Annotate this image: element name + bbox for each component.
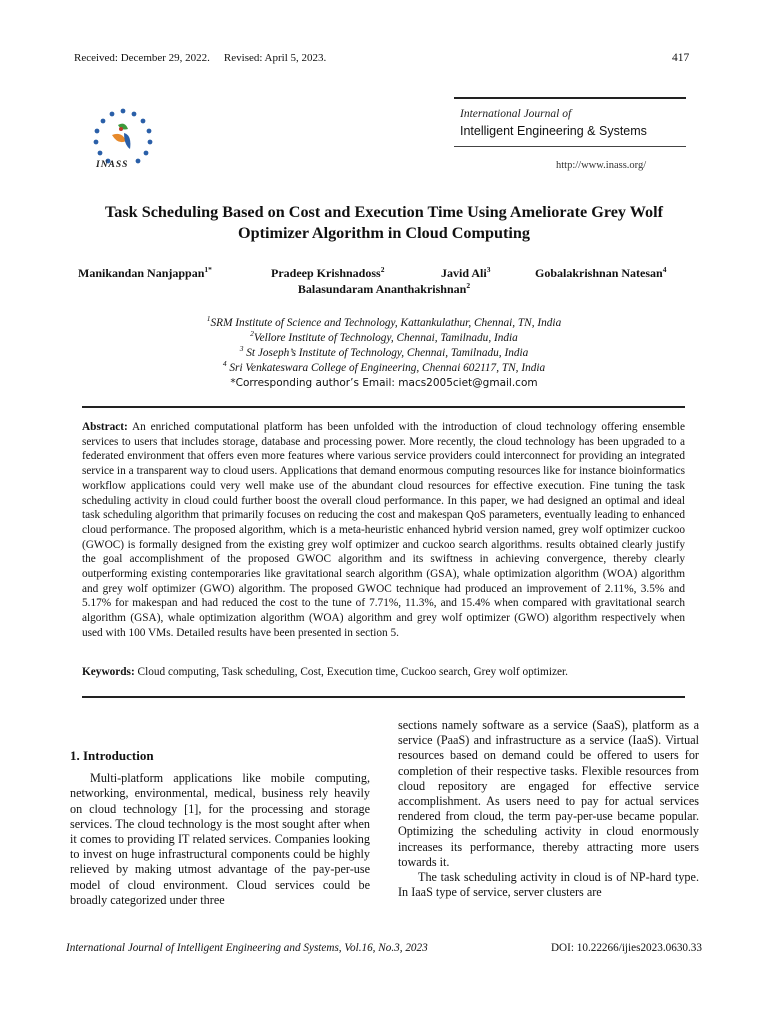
paragraph: sections namely software as a service (SaaS), platform as a service (PaaS) and infrastructure as a service (IaaS). Virtual resources based on demand could be offered to users for completion of their respective tasks. Flexible resources from cloud repository are engaged for effective service accomplishment. As users need to pay for actual services rendered from cloud, the term pay-per-use became popular. Optimizing the scheduling activity in cloud enormously increases its performance, thereby attracting more users towards it. [398, 718, 699, 869]
keywords [82, 666, 685, 678]
title-line-1: Task Scheduling Based on Cost and Execution Time Using Ameliorate Grey Wolf [104, 203, 664, 221]
affiliations [60, 316, 708, 391]
footer-citation: International Journal of Intelligent Engineering and Systems, Vol.16, No.3, 2023 [66, 942, 428, 954]
divider [82, 406, 685, 408]
banner-rule [454, 97, 686, 99]
author-list [60, 266, 708, 297]
section-heading: 1. Introduction [70, 748, 154, 763]
affiliation: $^3$ St Joseph’s Institute of Technology, Chennai, Tamilnadu, India [239, 344, 529, 359]
journal-name-main: Intelligent Engineering & Systems [460, 124, 647, 138]
title-line-2: Optimizer Algorithm in Cloud Computing [238, 224, 530, 242]
page-footer [66, 942, 702, 954]
submission-dates [74, 52, 326, 64]
author: Pradeep Krishnadoss$^2$ [271, 265, 385, 280]
author: Manikandan Nanjappan$^{1*}$ [78, 265, 212, 280]
body-column-right [398, 718, 699, 900]
abstract-text: An enriched computational platform has been unfolded with the introduction of cloud technology offering ensemble services to users that includes storage, database and processing power. More recently, the cloud technology has been upgraded to a federated environment that offers even more features where various service providers could interconnect for providing an integrated service in a transparent way to cloud users. Applications that demand enormous computing resources like for instance bioinformatics workflow applications could very well make use of the abundant cloud resources for effective execution. Fine tuning the task scheduling activity in cloud could further boost the overall cloud performance. In this paper, we had designed an optimal and ideal task scheduling algorithm that primarily focuses on reducing the cost and makespan QoS parameters, eventually leading to enhanced cloud performance. The proposed algorithm, which is a meta-heuristic enhanced hybrid version named, grey wolf optimizer cuckoo (GWOC) is formally designed from the existing grey wolf optimizer and cuckoo search algorithms. results obtained clearly justify the goal accomplishment of the proposed GWOC algorithm and its swiftness in achieving convergence, thereby clearly outperforming existing contemporaries like gravitational search algorithm (GSA), whale optimization algorithm (WOA) algorithm and grey wolf optimizer (GWO) algorithm. The proposed GWOC technique had produced an improvement of 2.11%, 3.5% and 5.17% for makespan and had reduced the cost to the tune of 7.71%, 11.3%, and 15.4% when compared with gravitational search algorithm (GSA), whale optimization algorithm (WOA) algorithm and grey wolf optimizer (GWO) algorithm respectively when used with 100 VMs. Detailed results have been presented in section 5. [82, 421, 685, 639]
affiliation: $^4$ Sri Venkateswara College of Engineering, Chennai 602117, TN, India [222, 359, 546, 374]
keywords-label: Keywords: [82, 666, 135, 678]
affiliation: $^1$SRM Institute of Science and Technology, Kattankulathur, Chennai, TN, India [206, 314, 562, 329]
page-number: 417 [672, 52, 690, 64]
author: Javid Ali$^3$ [441, 265, 491, 280]
paragraph: The task scheduling activity in cloud is of NP-hard type. In IaaS type of service, server clusters are [398, 870, 699, 900]
affiliation: $^2$Vellore Institute of Technology, Chennai, Tamilnadu, India [250, 329, 518, 344]
author: Gobalakrishnan Natesan$^4$ [535, 265, 667, 280]
received-date: Received: December 29, 2022. [74, 52, 210, 64]
paper-title [60, 202, 708, 244]
doi-link[interactable]: DOI: 10.22266/ijies2023.0630.33 [550, 942, 702, 954]
email-link[interactable]: macs2005ciet@gmail.com [398, 377, 538, 389]
keywords-text: Cloud computing, Task scheduling, Cost, Execution time, Cuckoo search, Grey wolf optimizer. [134, 666, 568, 678]
revised-date: Revised: April 5, 2023. [223, 52, 327, 64]
corresponding-author: *Corresponding author’s Email: macs2005ciet@gmail.com [230, 377, 538, 389]
paragraph: Multi-platform applications like mobile computing, networking, environmental, medical, business rely heavily on cloud technology [1], for the processing and storage services. The cloud technology is the most sought after when it comes to providing IT related services. Companies looking to invest on huge infrastructural components could be highly relieved by making utmost advantage of the pay-per-use model of cloud environment. Cloud services could be broadly categorized under three [70, 771, 370, 907]
journal-name-small: International Journal of [460, 108, 572, 120]
abstract-label: Abstract: [82, 421, 128, 433]
journal-url-link[interactable]: http://www.inass.org/ [556, 160, 647, 171]
divider [82, 696, 685, 698]
logo-text: INASS [96, 160, 129, 170]
abstract [82, 420, 685, 641]
author: Balasundaram Ananthakrishnan$^2$ [297, 281, 471, 296]
banner-rule-bottom [454, 146, 686, 147]
body-column-left [70, 738, 370, 908]
